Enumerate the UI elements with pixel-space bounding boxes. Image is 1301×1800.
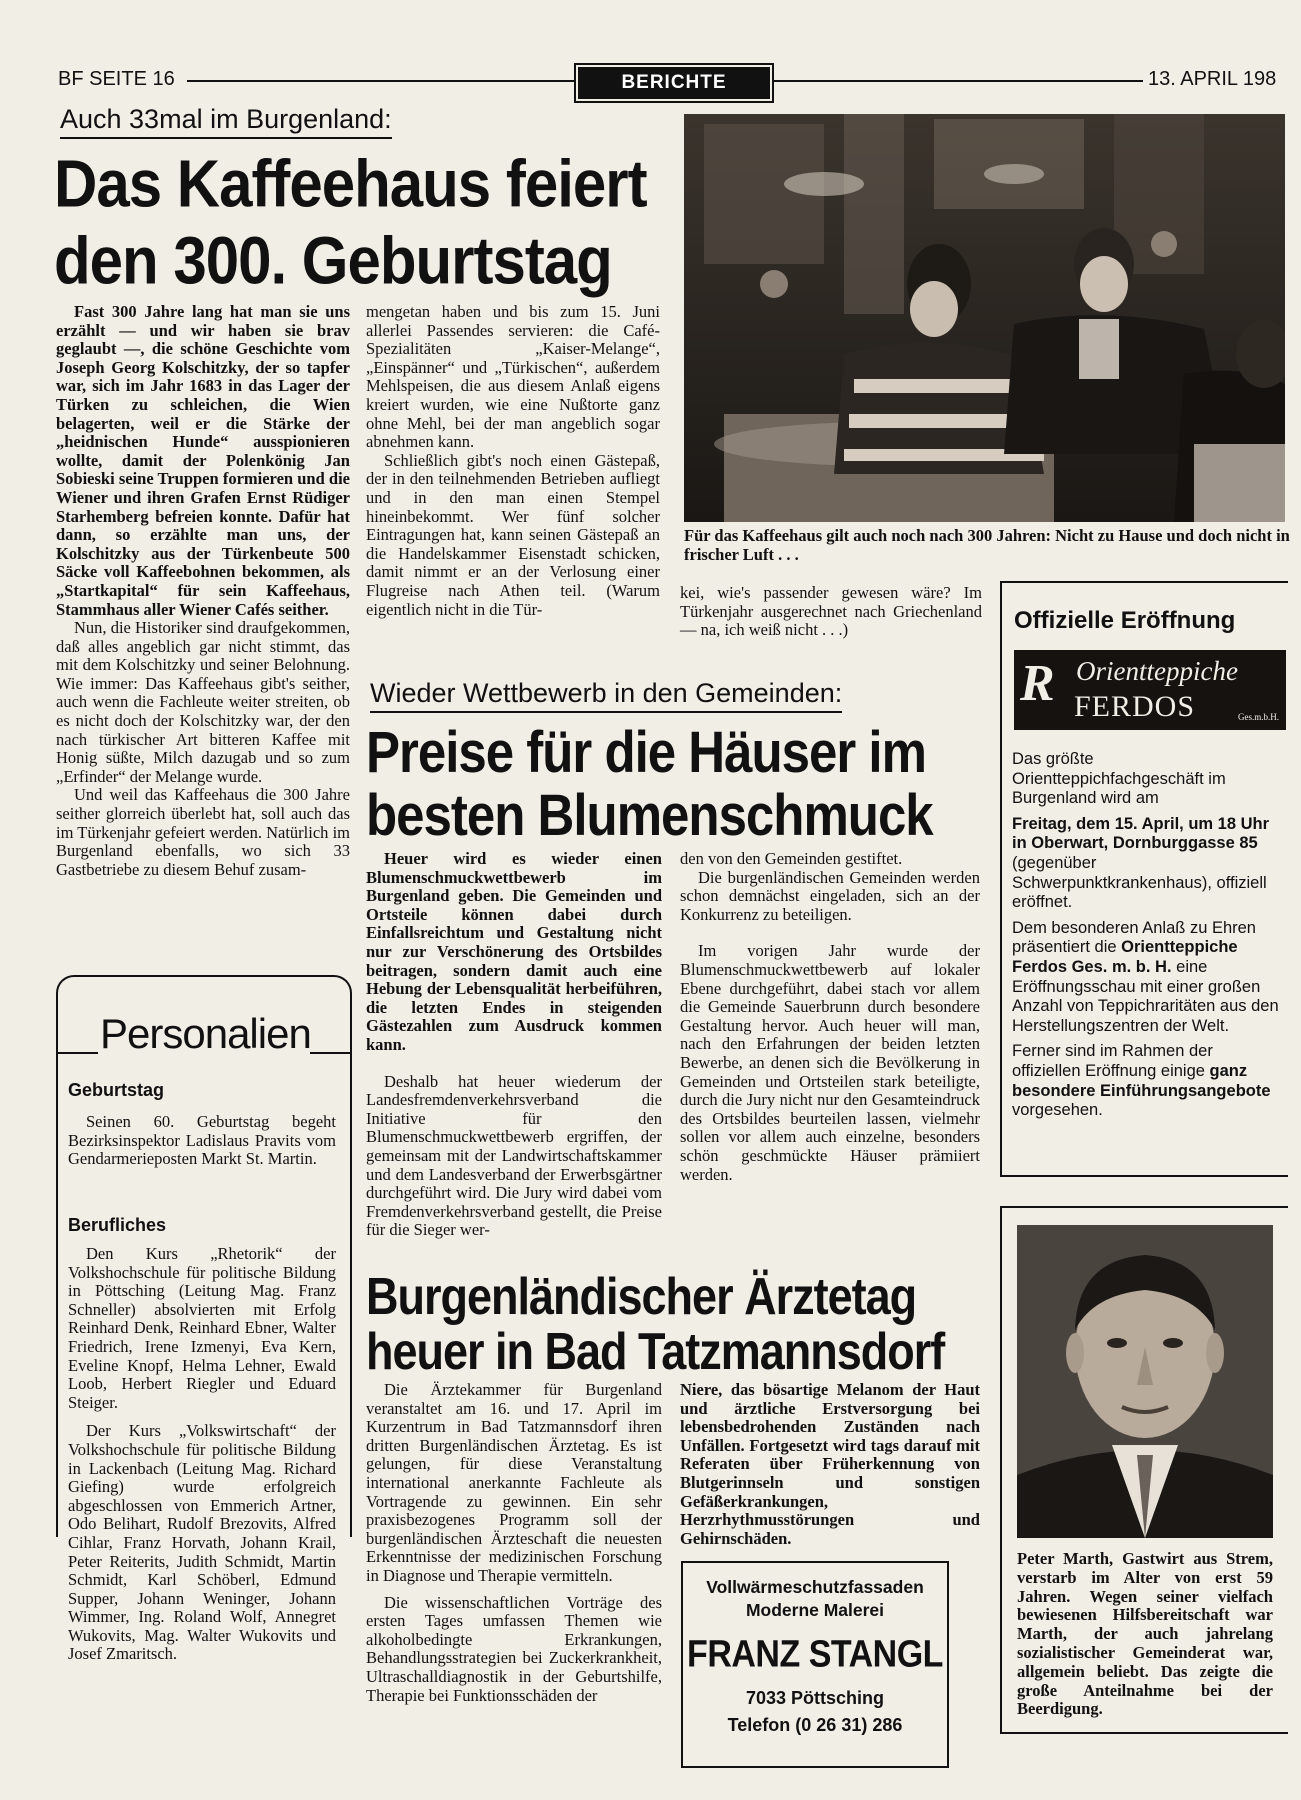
stangl-ad — [681, 1561, 949, 1768]
article3-column2 — [680, 1381, 980, 1548]
ferdos-ad-title: Offizielle Eröffnung — [1014, 607, 1236, 634]
ferdos-logo-name: FERDOS — [1074, 690, 1196, 723]
article3-paragraph: Niere, das bösartige Melanom der Haut und ärztliche Erstversorgung bei lebensbedrohenden Zuständen nach Unfällen. Fortgesetzt wird tags darauf mit Referaten über Früherkennung von Blutgerinnseln und sonstigen Gefäßerkrankungen, Herzrhythmusstörungen und Gehirnschäden. — [680, 1380, 980, 1548]
article2-title-line1: Preise für die Häuser im — [366, 719, 926, 785]
ferdos-ad-text-span: Dem besonderen Anlaß zu Ehren präsentiert die — [1012, 918, 1256, 957]
article1-paragraph: kei, wie's passender gewesen wäre? Im Türkenjahr ausgerechnet nach Griechenland — na, ich weiß nicht . . .) — [680, 583, 982, 640]
stangl-ad-phone: Telefon (0 26 31) 286 — [727, 1715, 903, 1735]
ferdos-logo-suffix: Ges.m.b.H. — [1238, 712, 1279, 722]
article3-title-line2: heuer in Bad Tatzmannsdorf — [366, 1322, 945, 1381]
personalien-career-text — [68, 1245, 336, 1664]
ferdos-ad-text-span: vorgesehen. — [1012, 1101, 1103, 1120]
article1-column3 — [680, 584, 982, 640]
ferdos-ad-highlight: Freitag, dem 15. April, um 18 Uhr in Oberwart, Dornburggasse 85 — [1012, 814, 1270, 853]
article2-lead: Heuer wird es wieder einen Blumenschmuckwettbewerb im Burgenland geben. Die Gemeinden und Ortsteile können dabei durch Einfallsreichtum und Gestaltung nicht nur zur Verschönerung des Ortsbildes beitragen, sondern damit auch eine Hebung der Lebensqualität herbeiführen, die letzten Endes in steigenden Gästezahlen zum Ausdruck kommen kann. — [366, 849, 662, 1054]
section-label: BERICHTE — [578, 67, 770, 99]
personalien-section-title: Geburtstag — [68, 1080, 165, 1100]
ferdos-ad-text-span: (gegenüber Schwerpunktkrankenhaus), offiziell eröffnet. — [1012, 853, 1267, 912]
ferdos-logo-initial: R — [1020, 655, 1055, 712]
ferdos-ad-highlight: ganz besondere Einführungsangebote — [1012, 1061, 1271, 1100]
cafe-photo — [684, 114, 1285, 522]
ferdos-logo — [1014, 650, 1286, 730]
article1-column1 — [56, 303, 350, 879]
article1-paragraph: mengetan haben und bis zum 15. Juni allerlei Passendes servieren: die Café-Spezialitäten „Kaiser-Melange“, „Einspänner“ und „Türkischen“, außerdem Mehlspeisen, die aus diesem Anlaß eigens kreiert wurden, wie eine Nußtorte ganz ohne Mehl, bei der man angeblich sogar abnehmen kann. — [366, 302, 660, 452]
article1-column2 — [366, 303, 660, 619]
personalien-paragraph: Den Kurs „Rhetorik“ der Volkshochschule für politische Bildung in Pöttsching (Leitung Mag. Franz Schneller) absolvierten mit Erfolg Reinhard Denk, Reinhard Ebner, Walter Friedrich, Irene Izmenyi, Eva Kern, Eveline Knopf, Helma Lehner, Ewald Loob, Herbert Riegler und Eduard Steiger. — [68, 1244, 336, 1412]
portrait-illustration — [1017, 1225, 1273, 1538]
article1-title-line2: den 300. Geburtstag — [54, 223, 612, 299]
stangl-ad-city: 7033 Pöttsching — [745, 1688, 885, 1708]
page-number: BF SEITE 16 — [58, 68, 175, 90]
article1-title-line1: Das Kaffeehaus feiert — [54, 146, 647, 222]
header-rule-left — [187, 80, 627, 82]
ferdos-ad-text-span: eine Eröffnungsschau mit einer großen Anzahl von Teppichraritäten aus den Herstellungszentren der Welt. — [1012, 957, 1279, 1035]
header-rule-right — [768, 80, 1143, 82]
issue-date: 13. APRIL 198 — [1148, 68, 1277, 90]
ferdos-ad-text — [1012, 750, 1284, 1127]
article3-paragraph: Die wissenschaftlichen Vorträge des ersten Tages umfassen Themen wie alkoholbedingte Erkrankungen, Behandlungsstrategien bei Zuckerkrankheit, Ultraschalldiagnostik in der Geburtshilfe, Therapie bei Funktionsschäden der — [366, 1592, 662, 1705]
article2-paragraph: Deshalb hat heuer wiederum der Landesfremdenverkehrsverband die Initiative für den Blumenschmuckwettbewerb ergriffen, der gemeinsam mit der Landwirtschaftskammer und dem Landesverband der Erwerbsgärtner durchgeführt wird. Die Jury wird dabei vom Fremdenverkehrsverband gestellt, die Preise für die Sieger wer- — [366, 1071, 662, 1240]
obituary-caption: Peter Marth, Gastwirt aus Strem, verstarb im Alter von erst 59 Jahren. Wegen seiner vielfach bewiesenen Hilfsbereitschaft war Marth, der auch jahrelang sozialistischer Gemeinderat war, allgemein beliebt. Das zeigte die große Anteilnahme bei der Beerdigung. — [1017, 1549, 1273, 1719]
stangl-ad-line1: Vollwärmeschutzfassaden — [706, 1577, 924, 1597]
article1-kicker: Auch 33mal im Burgenland: — [60, 104, 392, 139]
ferdos-ad-highlight: Orientteppiche Ferdos Ges. m. b. H. — [1012, 938, 1238, 976]
cafe-photo-illustration — [684, 114, 1285, 522]
article2-paragraph: Die burgenländischen Gemeinden werden schon demnächst eingeladen, sich an der Konkurrenz zu beteiligen. — [680, 867, 980, 924]
article2-column1 — [366, 850, 662, 1240]
article2-kicker: Wieder Wettbewerb in den Gemeinden: — [370, 678, 842, 713]
personalien-birthday-text — [68, 1113, 336, 1169]
article1-paragraph: Und weil das Kaffeehaus die 300 Jahre seither glorreich überlebt hat, soll auch das im Türkenjahr gefeiert werden. Natürlich im Burgenland ebenfalls, wo sich 33 Gastbetriebe zu diesem Behuf zusam- — [56, 785, 350, 879]
ferdos-ad-paragraph — [1012, 815, 1284, 913]
article2-paragraph: Im vorigen Jahr wurde der Blumenschmuckwettbewerb auf lokaler Ebene durchgeführt, dabei stach vor allem die Gemeinde Sauerbrunn durch besondere Gestaltung hervor. Auch heuer will man, nach den Erfahrungen der beiden letzten Bewerbe, an denen sich die Bevölkerung in Gemeinden und Ortsteilen stark beteiligte, durch die Jury nicht nur den Gesamteindruck des Ortsbildes beurteilen lassen, vielmehr sollen vor allem auch einzelne, besonders schön geschmückte Häuser prämiiert werden. — [680, 941, 980, 1184]
ferdos-ad-paragraph: Das größte Orientteppichfachgeschäft im Burgenland wird am — [1012, 750, 1226, 808]
article1-lead: Fast 300 Jahre lang hat man sie uns erzählt — und wir haben sie brav geglaubt —, die schöne Geschichte vom Joseph Georg Kolschitzky, der so tapfer war, sich im Jahr 1683 in das Lager der Türken zu schleichen, die Wien belagerten, weil er die Stärke der „heidnischen Hunde“ ausspionieren wollte, damit der Polenkönig Jan Sobieski seine Truppen formieren und die Wiener und ihren Grafen Ernst Rüdiger Starhemberg befreien konnte. Dafür hat dann, so erzählte man uns, der Kolschitzky aus der Türkenbeute 500 Säcke voll Kaffeebohnen bekommen, als „Startkapital“ für sein Kaffeehaus, Stammhaus aller Wiener Cafés seither. — [56, 302, 350, 619]
article1-paragraph: Nun, die Historiker sind draufgekommen, daß alles angeblich gar nicht stimmt, das mit dem Kolschitzky und seiner Belohnung. Wie immer: Das Kaffeehaus gibt's seither, auch wenn die Fachleute weiter streiten, ob es nicht doch der Kolschitzky war, der den nach türkischer Art bitteren Kaffee mit Honig süßte, Milch dazugab und so zum „Erfinder“ der Melange wurde. — [56, 618, 350, 786]
personalien-rule-left — [56, 1052, 98, 1054]
cafe-photo-caption: Für das Kaffeehaus gilt auch noch nach 300 Jahren: Nicht zu Hause und doch nicht in frischer Luft . . . — [684, 526, 1290, 564]
ferdos-ad-paragraph — [1012, 919, 1284, 1037]
stangl-ad-name: FRANZ STANGL — [687, 1632, 943, 1676]
ferdos-ad-text-span: Ferner sind im Rahmen der offiziellen Eröffnung einige — [1012, 1042, 1213, 1080]
article3-title-line1: Burgenländischer Ärztetag — [366, 1267, 917, 1326]
article2-title-line2: besten Blumenschmuck — [366, 782, 933, 848]
ferdos-logo-script: Orientteppiche — [1076, 656, 1238, 686]
personalien-paragraph: Seinen 60. Geburtstag begeht Bezirksinspektor Ladislaus Pravits vom Gendarmerieposten Markt St. Martin. — [68, 1112, 336, 1169]
stangl-ad-line2: Moderne Malerei — [745, 1600, 885, 1620]
personalien-rule-right — [310, 1052, 350, 1054]
article2-column2 — [680, 850, 980, 1184]
article3-paragraph: Die Ärztekammer für Burgenland veranstaltet am 16. und 17. April im Kurzentrum in Bad Tatzmannsdorf ihren dritten Burgenländischen Ärztetag. Es ist gelungen, für diese Veranstaltung international anerkannte Fachleute als Vortragende zu gewinnen. Ein sehr praxisbezogenes Programm soll der burgenländischen Ärzteschaft die neuesten Erkenntnisse der medizinischen Forschung in Diagnose und Therapie vermitteln. — [366, 1380, 662, 1585]
article3-column1 — [366, 1381, 662, 1705]
ferdos-ad-paragraph — [1012, 1042, 1284, 1120]
personalien-paragraph: Der Kurs „Volkswirtschaft“ der Volkshochschule für politische Bildung in Lackenbach (Leitung Mag. Richard Giefing) wurde erfolgreich abgeschlossen von Emmerich Artner, Odo Belihart, Rudolf Brezovits, Alfred Cihlar, Franz Horvath, Johann Krail, Peter Reiterits, Judith Schmidt, Martin Schmidt, Karl Schöberl, Edmund Supper, Johann Weninger, Johann Wimmer, Ing. Roland Wolf, Annegret Wukovits, Mag. Walter Wukovits und Josef Zmaritsch. — [68, 1421, 336, 1664]
portrait-photo — [1017, 1225, 1273, 1538]
article2-paragraph: den von den Gemeinden gestiftet. — [680, 849, 903, 868]
personalien-title: Personalien — [100, 1010, 311, 1057]
personalien-section-title: Berufliches — [68, 1215, 167, 1235]
article1-paragraph: Schließlich gibt's noch einen Gästepaß, der in den teilnehmenden Betrieben aufliegt und in den man einen Stempel hineinbekommt. Wer fünf solcher Eintragungen hat, kann seinen Gästepaß an die Handelskammer Eisenstadt schicken, damit nimmt er an der Verlosung einer Flugreise nach Athen teil. (Warum eigentlich nicht in die Tür- — [366, 450, 660, 619]
